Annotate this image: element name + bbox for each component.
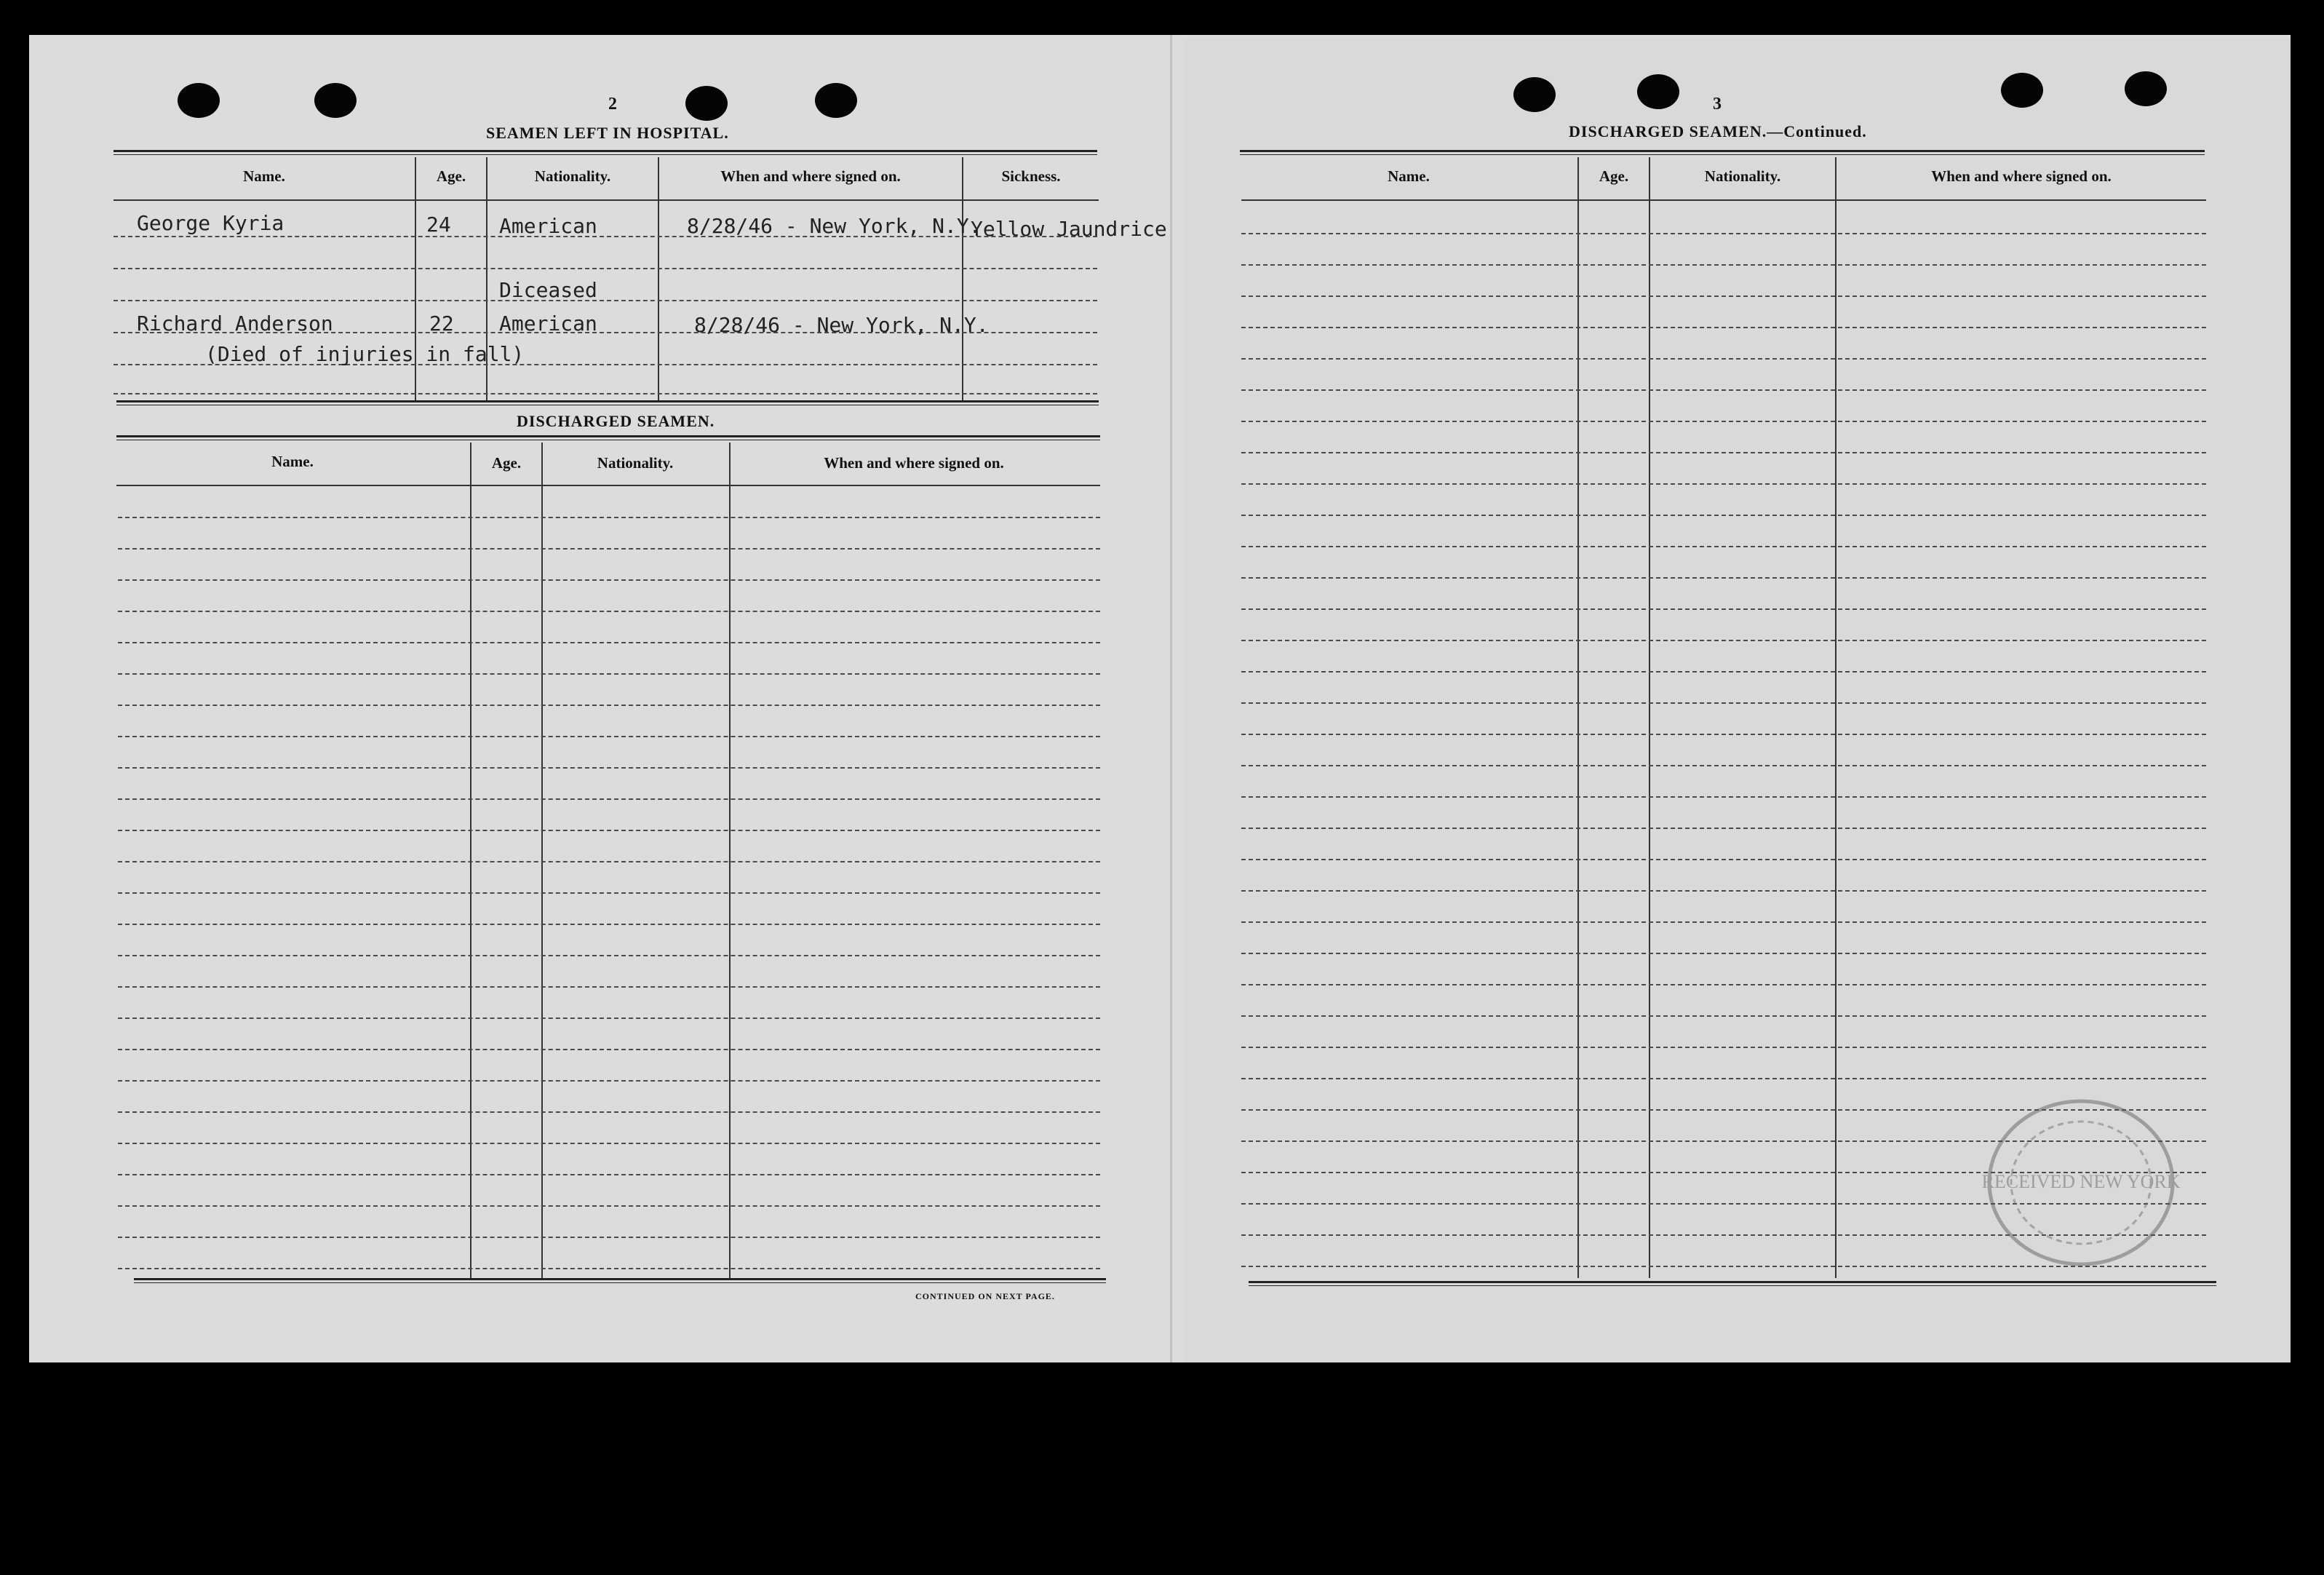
ruled-line xyxy=(118,1017,1100,1019)
header-signed-on: When and where signed on. xyxy=(1931,167,2112,185)
punch-hole xyxy=(2125,71,2167,106)
page-fold xyxy=(1170,35,1172,1362)
hospital-top-rule xyxy=(114,150,1097,155)
ruled-line xyxy=(1241,264,2206,266)
received-stamp xyxy=(1979,1092,2183,1274)
ruled-line xyxy=(118,955,1100,956)
ruled-line xyxy=(1241,389,2206,391)
entry-signed-on: 8/28/46 - New York, N.Y. xyxy=(687,214,982,238)
right-top-rule xyxy=(1240,150,2205,155)
header-nationality: Nationality. xyxy=(597,454,674,472)
ruled-line xyxy=(118,924,1100,925)
entry-signed-on: 8/28/46 - New York, N.Y. xyxy=(694,313,989,337)
ruled-line xyxy=(1241,640,2206,641)
header-age: Age. xyxy=(1599,167,1629,185)
right-header-rule xyxy=(1241,199,2206,201)
entry-sickness: Yellow Jaundrice xyxy=(971,217,1167,241)
ruled-line xyxy=(118,1080,1100,1082)
hospital-row-line xyxy=(114,393,1097,394)
header-signed-on: When and where signed on. xyxy=(720,167,901,185)
entry-nationality: American xyxy=(499,214,597,238)
discharged-continued-title: DISCHARGED SEAMEN.—Continued. xyxy=(1569,122,1867,140)
right-bottom-rule xyxy=(1249,1281,2216,1286)
ruled-line xyxy=(1241,828,2206,829)
entry-status: Diceased xyxy=(499,278,597,302)
ruled-line xyxy=(118,736,1100,737)
ruled-line xyxy=(1241,327,2206,328)
ruled-line xyxy=(118,1111,1100,1113)
ruled-line xyxy=(1241,358,2206,360)
stamp-text: RECEIVED NEW YORK xyxy=(1981,1171,2181,1192)
entry-note: (Died of injuries in fall) xyxy=(205,342,525,366)
hospital-section-title: SEAMEN LEFT IN HOSPITAL. xyxy=(486,124,729,142)
ruled-line xyxy=(1241,984,2206,985)
header-name: Name. xyxy=(243,167,285,185)
ruled-line xyxy=(118,705,1100,706)
header-nationality: Nationality. xyxy=(1704,167,1781,185)
entry-age: 24 xyxy=(426,213,451,237)
ruled-line xyxy=(118,892,1100,894)
ruled-line xyxy=(1241,890,2206,892)
ruled-line xyxy=(1241,577,2206,579)
header-sickness: Sickness. xyxy=(1001,167,1061,185)
discharged-top-rule xyxy=(116,435,1100,440)
punch-hole xyxy=(178,83,220,118)
entry-name: George Kyria xyxy=(137,211,284,235)
ruled-line xyxy=(118,861,1100,862)
punch-hole xyxy=(685,86,728,121)
ruled-line xyxy=(1241,859,2206,860)
ruled-line xyxy=(118,517,1100,518)
ruled-line xyxy=(118,548,1100,550)
hospital-bottom-rule xyxy=(116,400,1099,405)
ruled-line xyxy=(118,1174,1100,1175)
continued-note: CONTINUED ON NEXT PAGE. xyxy=(915,1291,1055,1301)
header-age: Age. xyxy=(491,454,522,472)
ruled-line xyxy=(118,1049,1100,1050)
ruled-line xyxy=(1241,921,2206,923)
header-age: Age. xyxy=(436,167,466,185)
header-name: Name. xyxy=(271,453,314,470)
header-signed-on: When and where signed on. xyxy=(824,454,1004,472)
discharged-section-title: DISCHARGED SEAMEN. xyxy=(517,412,715,430)
ruled-line xyxy=(1241,765,2206,766)
ruled-line xyxy=(1241,1015,2206,1017)
entry-age: 22 xyxy=(429,312,454,336)
entry-nationality: American xyxy=(499,312,597,336)
ruled-line xyxy=(1241,452,2206,453)
ruled-line xyxy=(1241,608,2206,610)
discharged-header-rule xyxy=(116,485,1100,486)
punch-hole xyxy=(314,83,357,118)
hospital-row-line xyxy=(114,300,1097,301)
ruled-line xyxy=(118,1237,1100,1238)
hospital-row-line xyxy=(114,268,1097,269)
ruled-line xyxy=(1241,233,2206,234)
ruled-line xyxy=(118,1268,1100,1269)
punch-hole xyxy=(2001,73,2043,108)
ruled-line xyxy=(118,642,1100,643)
ruled-line xyxy=(1241,515,2206,516)
ruled-line xyxy=(118,673,1100,675)
page-number-left: 2 xyxy=(608,95,617,114)
ruled-line xyxy=(118,830,1100,831)
punch-hole xyxy=(1513,77,1556,112)
ruled-line xyxy=(1241,702,2206,704)
ruled-line xyxy=(1241,546,2206,547)
ruled-line xyxy=(118,1143,1100,1144)
left-bottom-rule xyxy=(134,1278,1106,1283)
ruled-line xyxy=(1241,1078,2206,1079)
ruled-line xyxy=(1241,295,2206,297)
ruled-line xyxy=(118,986,1100,988)
punch-hole xyxy=(1637,74,1679,109)
ruled-line xyxy=(1241,421,2206,422)
page-number-right: 3 xyxy=(1713,95,1722,114)
ruled-line xyxy=(1241,953,2206,954)
ruled-line xyxy=(118,611,1100,612)
ruled-line xyxy=(118,798,1100,800)
punch-hole xyxy=(815,83,857,118)
ruled-line xyxy=(1241,796,2206,798)
ruled-line xyxy=(118,579,1100,581)
ruled-line xyxy=(1241,671,2206,673)
header-nationality: Nationality. xyxy=(534,167,611,185)
ruled-line xyxy=(1241,1047,2206,1048)
header-name: Name. xyxy=(1388,167,1430,185)
ruled-line xyxy=(1241,734,2206,735)
ruled-line xyxy=(1241,483,2206,485)
ruled-line xyxy=(118,767,1100,769)
entry-name: Richard Anderson xyxy=(137,312,333,336)
hospital-header-rule xyxy=(114,199,1099,201)
ruled-line xyxy=(118,1205,1100,1207)
